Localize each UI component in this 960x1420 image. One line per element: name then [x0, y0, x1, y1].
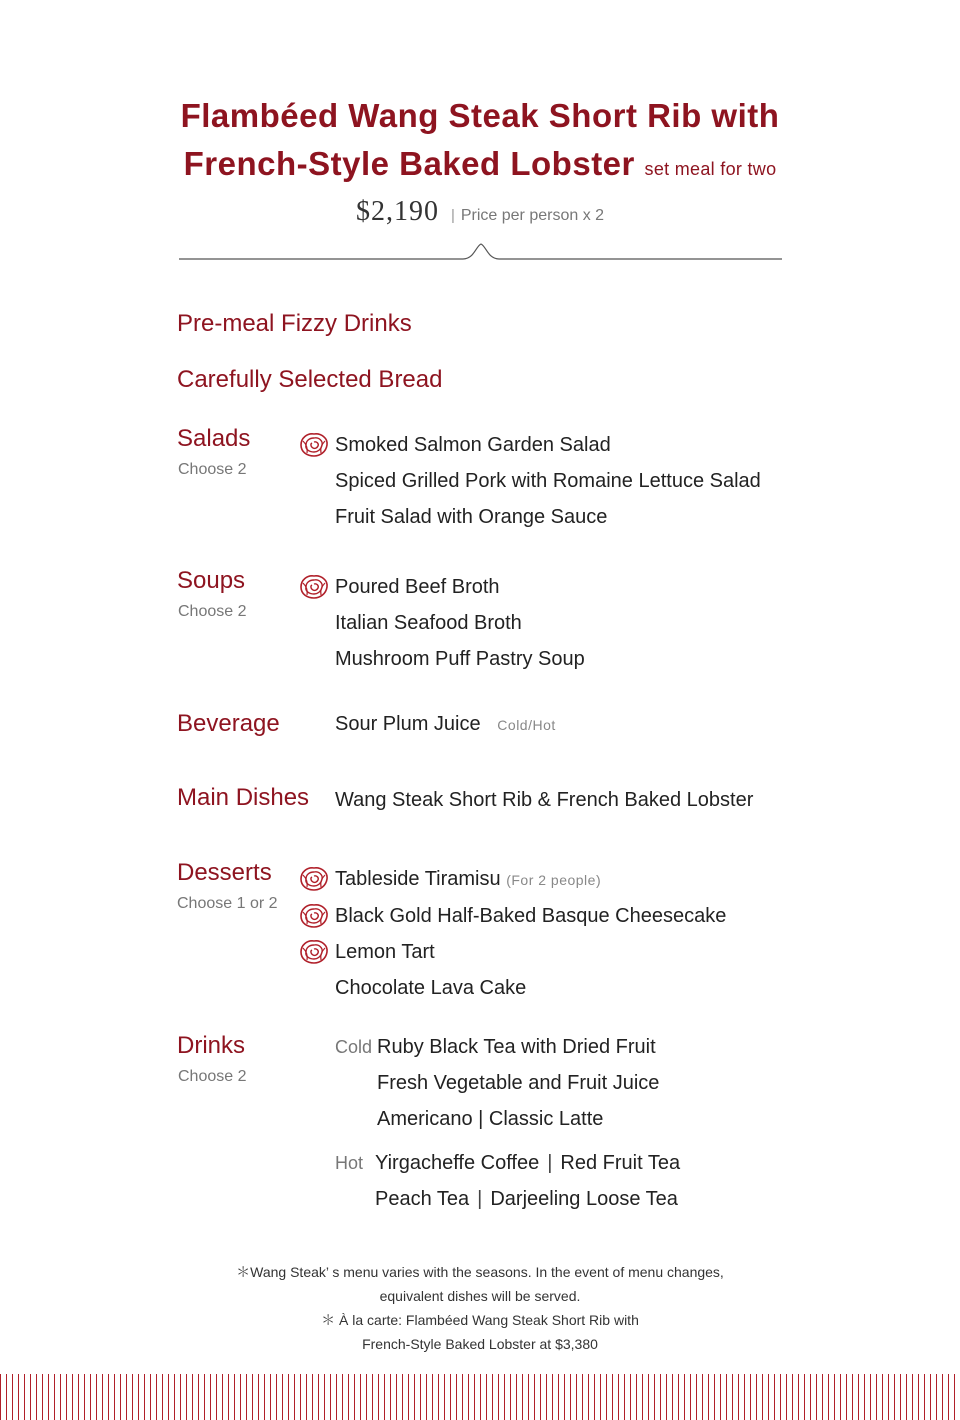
title-line-2 [0, 140, 960, 193]
dessert-item [335, 934, 726, 970]
soup-item [335, 605, 585, 641]
drink-item-label: Fresh Vegetable and Fruit Juice [377, 1072, 660, 1094]
salad-item [335, 427, 761, 463]
beverage-note: Cold/Hot [497, 717, 556, 733]
main-dish-label: Wang Steak Short Rib & French Baked Lobster [335, 789, 754, 811]
bread-heading: Carefully Selected Bread [177, 366, 443, 393]
drink-item-label: Darjeeling Loose Tea [490, 1188, 678, 1210]
soup-item-label: Mushroom Puff Pastry Soup [335, 648, 585, 670]
drink-item [377, 1029, 659, 1065]
dessert-item-label: Black Gold Half-Baked Basque Cheesecake [335, 905, 727, 927]
drink-item-label: Ruby Black Tea with Dried Fruit [377, 1036, 656, 1058]
rose-icon [299, 432, 329, 458]
beverage-item [335, 706, 556, 743]
title-line-2-text: French-Style Baked Lobster [183, 145, 635, 182]
price-row [0, 196, 960, 228]
desserts-title: Desserts [177, 859, 272, 886]
beverage-item-label: Sour Plum Juice [335, 713, 481, 735]
price-note: Price per person x 2 [460, 207, 605, 224]
salad-item-label: Spiced Grilled Pork with Romaine Lettuce Salad [335, 470, 761, 492]
salads-subtitle: Choose 2 [178, 461, 247, 478]
main-dish-item [335, 782, 753, 818]
rose-icon [299, 574, 329, 600]
main-dishes-title: Main Dishes [177, 784, 310, 811]
salad-item [335, 499, 761, 535]
footnote-line: French-Style Baked Lobster at $3,380 [362, 1336, 598, 1352]
soups-list [335, 569, 585, 677]
dessert-item [335, 861, 726, 898]
separator: | [477, 1188, 483, 1210]
dessert-item-label: Tableside Tiramisu [335, 868, 501, 890]
beverage-list [335, 706, 556, 743]
dessert-item [335, 970, 726, 1006]
beverage-title: Beverage [177, 710, 280, 737]
soups-title: Soups [177, 567, 246, 594]
cold-label: Cold [335, 1037, 373, 1057]
dessert-item-label: Chocolate Lava Cake [335, 977, 527, 999]
drink-item [377, 1101, 659, 1137]
header-divider [178, 240, 784, 262]
drink-item-label: Yirgacheffe Coffee [375, 1152, 540, 1174]
tiramisu-note: (For 2 people) [506, 872, 602, 888]
pre-meal-drinks-heading: Pre-meal Fizzy Drinks [177, 310, 412, 337]
footnote-line: ＊ À la carte: Flambéed Wang Steak Short Rib with [321, 1312, 639, 1328]
salad-item [335, 463, 761, 499]
main-dishes-list [335, 782, 753, 818]
soup-item-label: Italian Seafood Broth [335, 612, 522, 634]
menu-title [0, 92, 960, 193]
decorative-stripes [0, 1374, 960, 1420]
salad-item-label: Smoked Salmon Garden Salad [335, 434, 611, 456]
drinks-title: Drinks [177, 1032, 246, 1059]
drink-item [375, 1181, 680, 1217]
rose-icon [299, 903, 329, 929]
price-separator: | [450, 207, 455, 224]
dessert-item [335, 898, 726, 934]
drinks-subtitle: Choose 2 [178, 1068, 247, 1085]
soup-item [335, 641, 585, 677]
salads-list [335, 427, 761, 535]
salads-title: Salads [177, 425, 251, 452]
dessert-item-label: Lemon Tart [335, 941, 435, 963]
hot-drinks-list [375, 1145, 680, 1217]
rose-icon [299, 939, 329, 965]
hot-label: Hot [335, 1153, 364, 1173]
cold-drinks-list [377, 1029, 659, 1137]
footnote-line: ＊Wang Steak’ s menu varies with the seasons. In the event of menu changes, [236, 1264, 724, 1280]
drink-item-label: Peach Tea [375, 1188, 470, 1210]
footnote-line: equivalent dishes will be served. [379, 1288, 581, 1304]
rose-icon [299, 866, 329, 892]
salad-item-label: Fruit Salad with Orange Sauce [335, 506, 608, 528]
drink-item-label: Americano | Classic Latte [377, 1108, 604, 1130]
soup-item-label: Poured Beef Broth [335, 576, 500, 598]
drink-item [377, 1065, 659, 1101]
separator: | [547, 1152, 553, 1174]
desserts-subtitle: Choose 1 or 2 [177, 895, 278, 912]
title-line-1: Flambéed Wang Steak Short Rib with [180, 97, 780, 134]
drink-item-label: Red Fruit Tea [560, 1152, 681, 1174]
desserts-list [335, 861, 726, 1006]
price: $2,190 [355, 196, 439, 227]
title-suffix: set meal for two [644, 159, 777, 179]
drink-item [375, 1145, 680, 1181]
soups-subtitle: Choose 2 [178, 603, 247, 620]
soup-item [335, 569, 585, 605]
footnotes [0, 1260, 960, 1356]
